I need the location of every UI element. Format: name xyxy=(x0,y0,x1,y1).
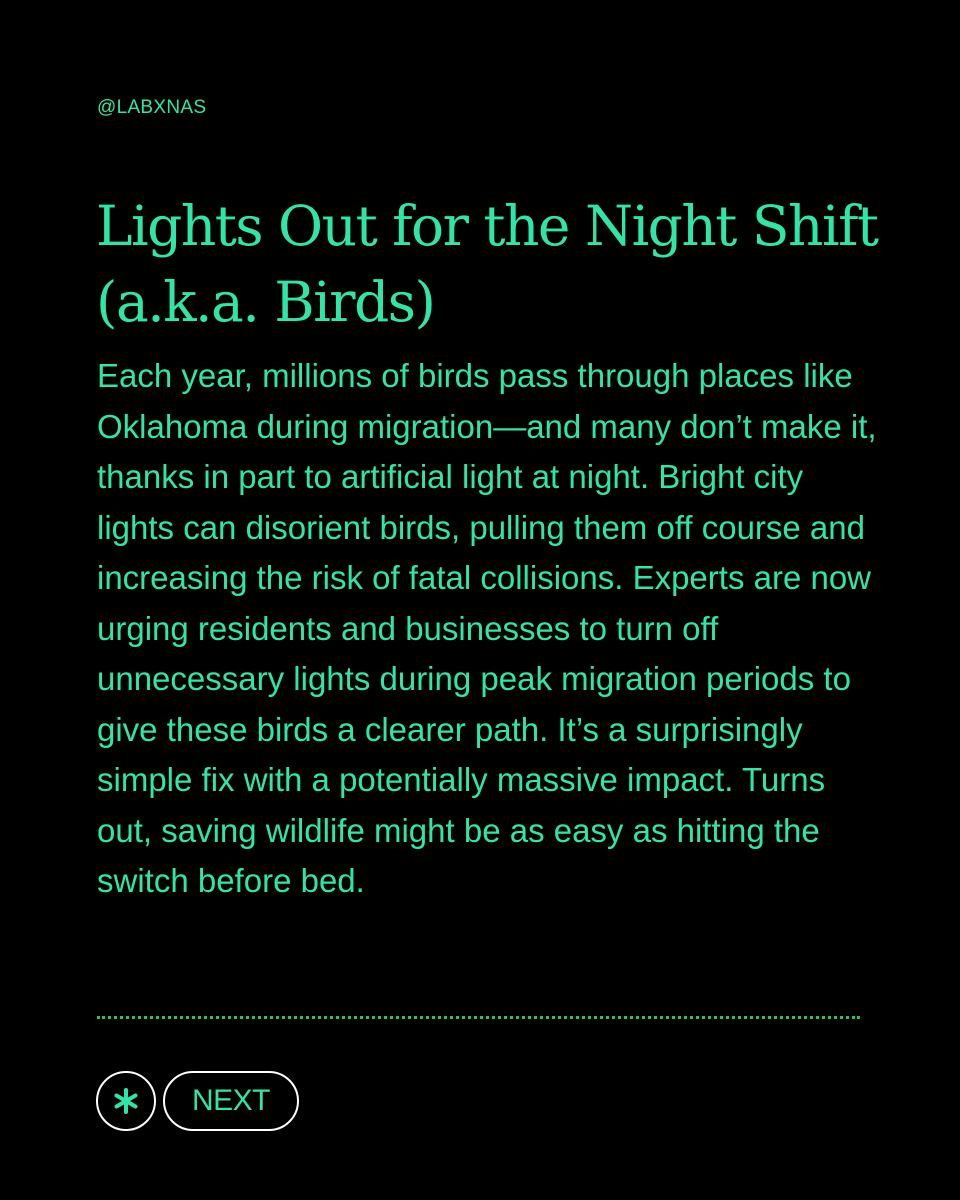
article-title: Lights Out for the Night Shift (a.k.a. Birds) xyxy=(96,194,878,334)
next-button[interactable]: NEXT xyxy=(163,1071,299,1131)
dotted-divider xyxy=(97,1016,860,1019)
account-handle: @LABXNAS xyxy=(97,97,207,118)
asterisk-icon xyxy=(112,1087,140,1115)
article-body: Each year, millions of birds pass through places like Oklahoma during migration—and many don’t make it, thanks in part to artificial light at night. Bright city lights can disorient birds, pulling them off course and increasing the risk of fatal collisions. Experts are now urging residents and businesses to turn off unnecessary lights during peak migration periods to give these birds a clearer path. It’s a surprisingly simple fix with a potentially massive impact. Turns out, saving wildlife might be as easy as hitting the switch before bed. xyxy=(97,357,877,899)
asterisk-button[interactable] xyxy=(96,1071,156,1131)
